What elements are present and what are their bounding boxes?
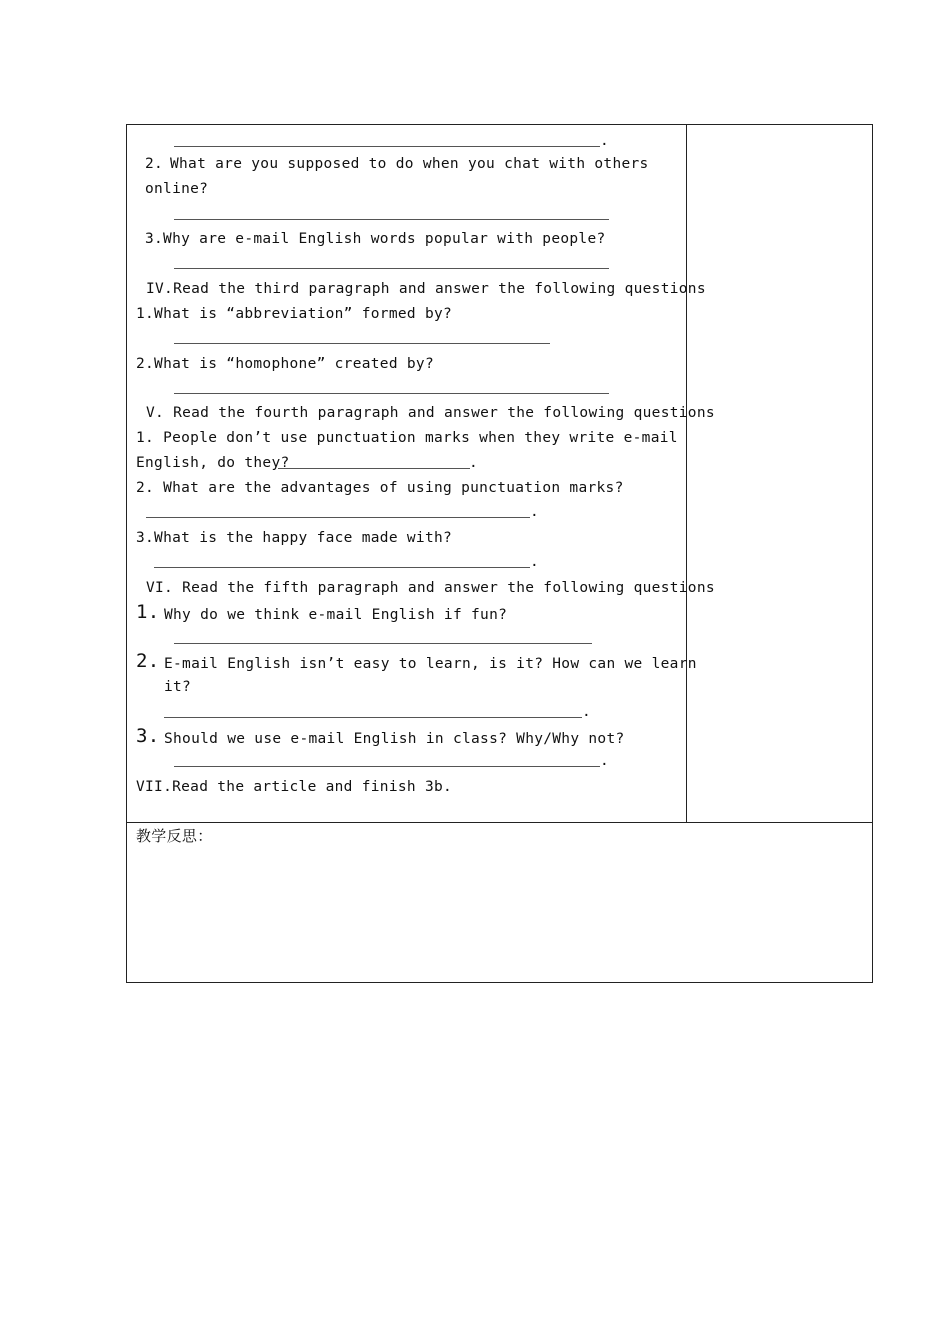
period: . — [469, 455, 479, 471]
question-text: Why do we think e-mail English if fun? — [164, 607, 508, 623]
answer-blank[interactable] — [154, 567, 530, 568]
answer-blank[interactable] — [174, 643, 592, 644]
section-heading: VII.Read the article and finish 3b. — [136, 779, 453, 795]
answer-blank[interactable] — [174, 268, 609, 269]
question-text: What are you supposed to do when you chat with others — [170, 156, 649, 172]
question-text: E-mail English isn’t easy to learn, is it? How can we learn — [164, 656, 697, 672]
period: . — [530, 554, 540, 570]
question-text: 2.What is “homophone” created by? — [136, 356, 434, 372]
question-text: 2. What are the advantages of using punctuation marks? — [136, 480, 624, 496]
column-divider — [686, 124, 687, 822]
period: . — [530, 504, 540, 520]
question-text: 1.What is “abbreviation” formed by? — [136, 306, 453, 322]
teaching-reflection-label: 教学反思： — [136, 827, 213, 845]
period: . — [600, 133, 610, 149]
question-number: 2. — [136, 650, 160, 672]
period: . — [582, 704, 592, 720]
section-heading: V. Read the fourth paragraph and answer the following questions — [146, 405, 715, 421]
answer-blank[interactable] — [174, 766, 600, 767]
answer-blank[interactable] — [278, 468, 470, 469]
question-text: 3.What is the happy face made with? — [136, 530, 453, 546]
question-number: 3. — [136, 725, 160, 747]
period: . — [600, 753, 610, 769]
answer-blank[interactable] — [174, 343, 550, 344]
question-number: 2. — [145, 156, 164, 172]
answer-blank[interactable] — [164, 717, 582, 718]
answer-blank[interactable] — [174, 393, 609, 394]
row-divider — [126, 822, 873, 823]
answer-blank[interactable] — [174, 146, 600, 147]
answer-blank[interactable] — [174, 219, 609, 220]
question-text-cont: it? — [164, 679, 192, 695]
question-text: 3.Why are e-mail English words popular with people? — [145, 231, 606, 247]
question-text: 1. People don’t use punctuation marks when they write e-mail — [136, 430, 678, 446]
question-text: Should we use e-mail English in class? Why/Why not? — [164, 731, 625, 747]
question-number: 1. — [136, 601, 160, 623]
teaching-reflection-area[interactable] — [127, 850, 872, 982]
answer-blank[interactable] — [146, 517, 530, 518]
question-text-cont: online? — [145, 181, 209, 197]
section-heading: VI. Read the fifth paragraph and answer the following questions — [146, 580, 715, 596]
question-text-cont: English, do they? — [136, 455, 290, 471]
section-heading: IV.Read the third paragraph and answer the following questions — [146, 281, 706, 297]
